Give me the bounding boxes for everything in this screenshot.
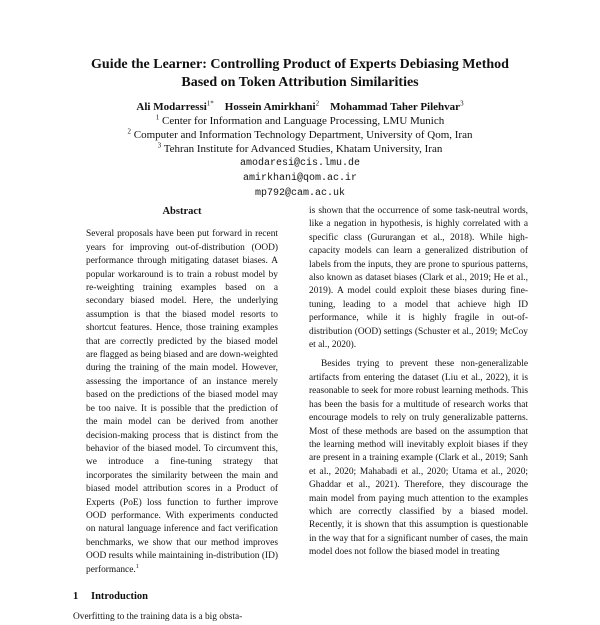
affiliation	[40, 114, 560, 128]
author-name: Hossein Amirkhani	[224, 101, 316, 113]
affiliation-text: Tehran Institute for Advanced Studies, Khatam University, Iran	[163, 143, 443, 155]
affiliation-text: Center for Information and Language Processing, LMU Munich	[161, 115, 445, 127]
paper-title	[40, 56, 560, 92]
right-column	[309, 205, 528, 560]
section-number: 1	[73, 590, 79, 602]
author-sup: 2	[315, 99, 320, 108]
body-paragraph: Besides trying to prevent these non-generalizable artifacts from entering the dataset (Liu et al., 2022), it is reasonable to seek for more robust learning methods. This has been the basis for a multitude of research works that encourage models to rely on truly generalizable patterns. Most of these methods are based on the assumption that the learning method will inevitably exploit biases if they are present in a training example (Clark et al., 2019; Sanh et al., 2020; Mahabadi et al., 2020; Utama et al., 2020; Ghaddar et al., 2021). Therefore, they discourage the main model from paying much attention to the examples which are correctly classified by a biased model. Recently, it is shown that this assumption is questionable in the way that for a significant number of cases, the main model does not follow the biased model in treating	[309, 359, 528, 558]
affiliation-text: Computer and Information Technology Department, University of Qom, Iran	[133, 129, 473, 141]
paper-title-line-2: Based on Token Attribution Similarities	[181, 75, 419, 90]
author-sup: 1*	[206, 99, 214, 108]
affiliation-sup: 2	[127, 127, 131, 136]
header	[40, 56, 560, 201]
footnote-mark: 1	[135, 563, 139, 570]
body-paragraph: is shown that the occurrence of some task-neutral words, like a negation in hypothesis, is highly correlated with a specific class (Gururangan et al., 2018). While high-capacity models can learn a generalized distribution of labels from the inputs, they are prone to spurious patterns, also known as dataset biases (Clark et al., 2019; He et al., 2019). A model could exploit these biases during fine-tuning, leading to a model that achieve high ID performance, while it is highly fragile in out-of-distribution (OOD) settings (Schuster et al., 2019; McCoy et al., 2020).	[309, 206, 528, 351]
author-name: Ali Modarressi	[136, 101, 207, 113]
abstract-heading: Abstract	[162, 206, 202, 217]
left-column	[73, 205, 291, 625]
email[interactable]: mp792@cam.ac.uk	[254, 188, 345, 199]
intro-paragraph: Overfitting to the training data is a big obsta-	[73, 612, 243, 623]
section-heading	[73, 590, 291, 603]
affiliation-sup: 1	[155, 113, 160, 122]
author-sup: 3	[460, 99, 464, 108]
author-list	[40, 100, 560, 114]
affiliation	[40, 142, 560, 156]
email[interactable]: amirkhani@qom.ac.ir	[242, 173, 358, 184]
abstract-body	[86, 228, 278, 577]
author-name: Mohammad Taher Pilehvar	[330, 101, 461, 113]
section-title: Introduction	[91, 590, 148, 602]
affiliation-sup: 3	[157, 141, 162, 150]
paper-title-line-1: Guide the Learner: Controlling Product of Experts Debiasing Method	[91, 57, 509, 72]
abstract-text: Several proposals have been put forward in recent years for improving out-of-distribution (OOD) performance through mitigating dataset biases. A popular workaround is to train a robust model by re-weighting training examples based on a secondary biased model. Here, the underlying assumption is that the biased model resorts to shortcut features. Hence, those training examples that are correctly predicted by the biased model are flagged as being biased and are down-weighted during the training of the main model. However, assessing the importance of an instance merely based on the predictions of the biased model may be too naive. It is possible that the prediction of the main model can be derived from another decision-making process that is distinct from the behavior of the biased model. To circumvent this, we introduce a fine-tuning strategy that incorporates the similarity between the main and biased model attribution scores in a Product of Experts (PoE) loss function to further improve OOD performance. With experiments conducted on natural language inference and fact verification benchmarks, we show that our method improves OOD results while maintaining in-distribution (ID) performance.	[86, 229, 278, 575]
email[interactable]: amodaresi@cis.lmu.de	[239, 158, 361, 169]
affiliation	[40, 128, 560, 142]
